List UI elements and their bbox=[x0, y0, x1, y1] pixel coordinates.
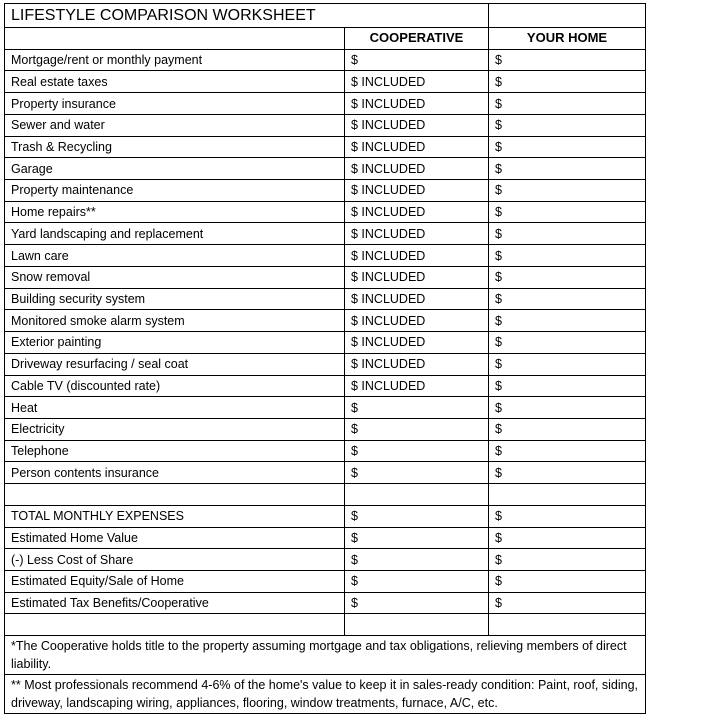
cooperative-value-cell[interactable]: $ INCLUDED bbox=[345, 288, 489, 310]
cooperative-value-cell[interactable]: $ INCLUDED bbox=[345, 332, 489, 354]
your-home-value-cell[interactable]: $ bbox=[489, 114, 646, 136]
expense-row bbox=[5, 223, 646, 245]
your-home-value-cell[interactable]: $ bbox=[489, 592, 646, 614]
your-home-value-cell[interactable]: $ bbox=[489, 266, 646, 288]
cooperative-value-cell[interactable]: $ INCLUDED bbox=[345, 266, 489, 288]
your-home-value-cell[interactable]: $ bbox=[489, 418, 646, 440]
cooperative-value-cell[interactable]: $ bbox=[345, 592, 489, 614]
row-label: Mortgage/rent or monthly payment bbox=[5, 49, 345, 71]
expense-row bbox=[5, 397, 646, 419]
blank-label-cell bbox=[5, 484, 345, 506]
blank-your-home-cell[interactable] bbox=[489, 484, 646, 506]
cooperative-value-cell[interactable]: $ INCLUDED bbox=[345, 310, 489, 332]
cooperative-value-cell[interactable]: $ bbox=[345, 397, 489, 419]
spacer-row bbox=[5, 484, 646, 506]
your-home-value-cell[interactable]: $ bbox=[489, 310, 646, 332]
expense-row bbox=[5, 158, 646, 180]
row-label: Electricity bbox=[5, 418, 345, 440]
footnote-row bbox=[5, 636, 646, 675]
row-label: (-) Less Cost of Share bbox=[5, 549, 345, 571]
cooperative-value-cell[interactable]: $ bbox=[345, 418, 489, 440]
expense-row bbox=[5, 418, 646, 440]
row-label: Lawn care bbox=[5, 245, 345, 267]
expense-row bbox=[5, 136, 646, 158]
footnote-1: *The Cooperative holds title to the property assuming mortgage and tax obligations, relieving members of direct liability. bbox=[5, 636, 646, 675]
total-row bbox=[5, 570, 646, 592]
your-home-value-cell[interactable]: $ bbox=[489, 462, 646, 484]
expense-row bbox=[5, 180, 646, 202]
row-label: Trash & Recycling bbox=[5, 136, 345, 158]
worksheet bbox=[4, 3, 646, 714]
cooperative-value-cell[interactable]: $ bbox=[345, 49, 489, 71]
expense-row bbox=[5, 93, 646, 115]
expense-row bbox=[5, 462, 646, 484]
cooperative-value-cell[interactable]: $ INCLUDED bbox=[345, 245, 489, 267]
your-home-value-cell[interactable]: $ bbox=[489, 136, 646, 158]
your-home-value-cell[interactable]: $ bbox=[489, 440, 646, 462]
row-label: Estimated Tax Benefits/Cooperative bbox=[5, 592, 345, 614]
row-label: Estimated Equity/Sale of Home bbox=[5, 570, 345, 592]
row-label: Property insurance bbox=[5, 93, 345, 115]
cooperative-value-cell[interactable]: $ INCLUDED bbox=[345, 71, 489, 93]
spacer-row bbox=[5, 614, 646, 636]
your-home-value-cell[interactable]: $ bbox=[489, 375, 646, 397]
cooperative-value-cell[interactable]: $ bbox=[345, 440, 489, 462]
cooperative-value-cell[interactable]: $ INCLUDED bbox=[345, 180, 489, 202]
blank-cooperative-cell[interactable] bbox=[345, 614, 489, 636]
your-home-value-cell[interactable]: $ bbox=[489, 397, 646, 419]
row-label: Telephone bbox=[5, 440, 345, 462]
row-label: Driveway resurfacing / seal coat bbox=[5, 353, 345, 375]
cooperative-value-cell[interactable]: $ INCLUDED bbox=[345, 375, 489, 397]
your-home-value-cell[interactable]: $ bbox=[489, 180, 646, 202]
worksheet-title: LIFESTYLE COMPARISON WORKSHEET bbox=[5, 4, 489, 28]
your-home-value-cell[interactable]: $ bbox=[489, 549, 646, 571]
comparison-table bbox=[4, 3, 646, 714]
cooperative-value-cell[interactable]: $ INCLUDED bbox=[345, 93, 489, 115]
header-empty-cell bbox=[5, 28, 345, 50]
footnote-2: ** Most professionals recommend 4-6% of the home's value to keep it in sales-ready condition: Paint, roof, siding, driveway, landscaping wiring, appliances, flooring, window treatments, furnace, A/C, etc. bbox=[5, 675, 646, 714]
your-home-value-cell[interactable]: $ bbox=[489, 93, 646, 115]
total-row bbox=[5, 505, 646, 527]
your-home-value-cell[interactable]: $ bbox=[489, 332, 646, 354]
expense-row bbox=[5, 440, 646, 462]
expense-row bbox=[5, 266, 646, 288]
expense-row bbox=[5, 332, 646, 354]
expense-row bbox=[5, 310, 646, 332]
your-home-value-cell[interactable]: $ bbox=[489, 288, 646, 310]
your-home-value-cell[interactable]: $ bbox=[489, 505, 646, 527]
cooperative-value-cell[interactable]: $ bbox=[345, 462, 489, 484]
row-label: Cable TV (discounted rate) bbox=[5, 375, 345, 397]
your-home-value-cell[interactable]: $ bbox=[489, 353, 646, 375]
row-label: Monitored smoke alarm system bbox=[5, 310, 345, 332]
expense-row bbox=[5, 201, 646, 223]
expense-row bbox=[5, 114, 646, 136]
header-row bbox=[5, 28, 646, 50]
expense-row bbox=[5, 49, 646, 71]
row-label: Snow removal bbox=[5, 266, 345, 288]
cooperative-value-cell[interactable]: $ INCLUDED bbox=[345, 136, 489, 158]
row-label: Building security system bbox=[5, 288, 345, 310]
your-home-value-cell[interactable]: $ bbox=[489, 49, 646, 71]
expense-row bbox=[5, 375, 646, 397]
expense-row bbox=[5, 71, 646, 93]
cooperative-value-cell[interactable]: $ INCLUDED bbox=[345, 353, 489, 375]
total-row bbox=[5, 527, 646, 549]
your-home-value-cell[interactable]: $ bbox=[489, 570, 646, 592]
cooperative-value-cell[interactable]: $ INCLUDED bbox=[345, 223, 489, 245]
blank-cooperative-cell[interactable] bbox=[345, 484, 489, 506]
your-home-value-cell[interactable]: $ bbox=[489, 527, 646, 549]
your-home-value-cell[interactable]: $ bbox=[489, 71, 646, 93]
your-home-value-cell[interactable]: $ bbox=[489, 223, 646, 245]
title-row-empty-cell bbox=[489, 4, 646, 28]
row-label: Person contents insurance bbox=[5, 462, 345, 484]
row-label: TOTAL MONTHLY EXPENSES bbox=[5, 505, 345, 527]
expense-row bbox=[5, 245, 646, 267]
row-label: Heat bbox=[5, 397, 345, 419]
cooperative-value-cell[interactable]: $ bbox=[345, 570, 489, 592]
total-row bbox=[5, 592, 646, 614]
row-label: Garage bbox=[5, 158, 345, 180]
your-home-value-cell[interactable]: $ bbox=[489, 245, 646, 267]
blank-label-cell bbox=[5, 614, 345, 636]
cooperative-value-cell[interactable]: $ bbox=[345, 549, 489, 571]
row-label: Exterior painting bbox=[5, 332, 345, 354]
your-home-value-cell[interactable]: $ bbox=[489, 158, 646, 180]
column-header-cooperative: COOPERATIVE bbox=[345, 28, 489, 50]
cooperative-value-cell[interactable]: $ bbox=[345, 505, 489, 527]
row-label: Property maintenance bbox=[5, 180, 345, 202]
cooperative-value-cell[interactable]: $ bbox=[345, 527, 489, 549]
your-home-value-cell[interactable]: $ bbox=[489, 201, 646, 223]
row-label: Estimated Home Value bbox=[5, 527, 345, 549]
row-label: Real estate taxes bbox=[5, 71, 345, 93]
footnote-row bbox=[5, 675, 646, 714]
expense-row bbox=[5, 353, 646, 375]
cooperative-value-cell[interactable]: $ INCLUDED bbox=[345, 201, 489, 223]
row-label: Sewer and water bbox=[5, 114, 345, 136]
title-row bbox=[5, 4, 646, 28]
row-label: Home repairs** bbox=[5, 201, 345, 223]
expense-row bbox=[5, 288, 646, 310]
total-row bbox=[5, 549, 646, 571]
column-header-your-home: YOUR HOME bbox=[489, 28, 646, 50]
blank-your-home-cell[interactable] bbox=[489, 614, 646, 636]
row-label: Yard landscaping and replacement bbox=[5, 223, 345, 245]
cooperative-value-cell[interactable]: $ INCLUDED bbox=[345, 158, 489, 180]
cooperative-value-cell[interactable]: $ INCLUDED bbox=[345, 114, 489, 136]
